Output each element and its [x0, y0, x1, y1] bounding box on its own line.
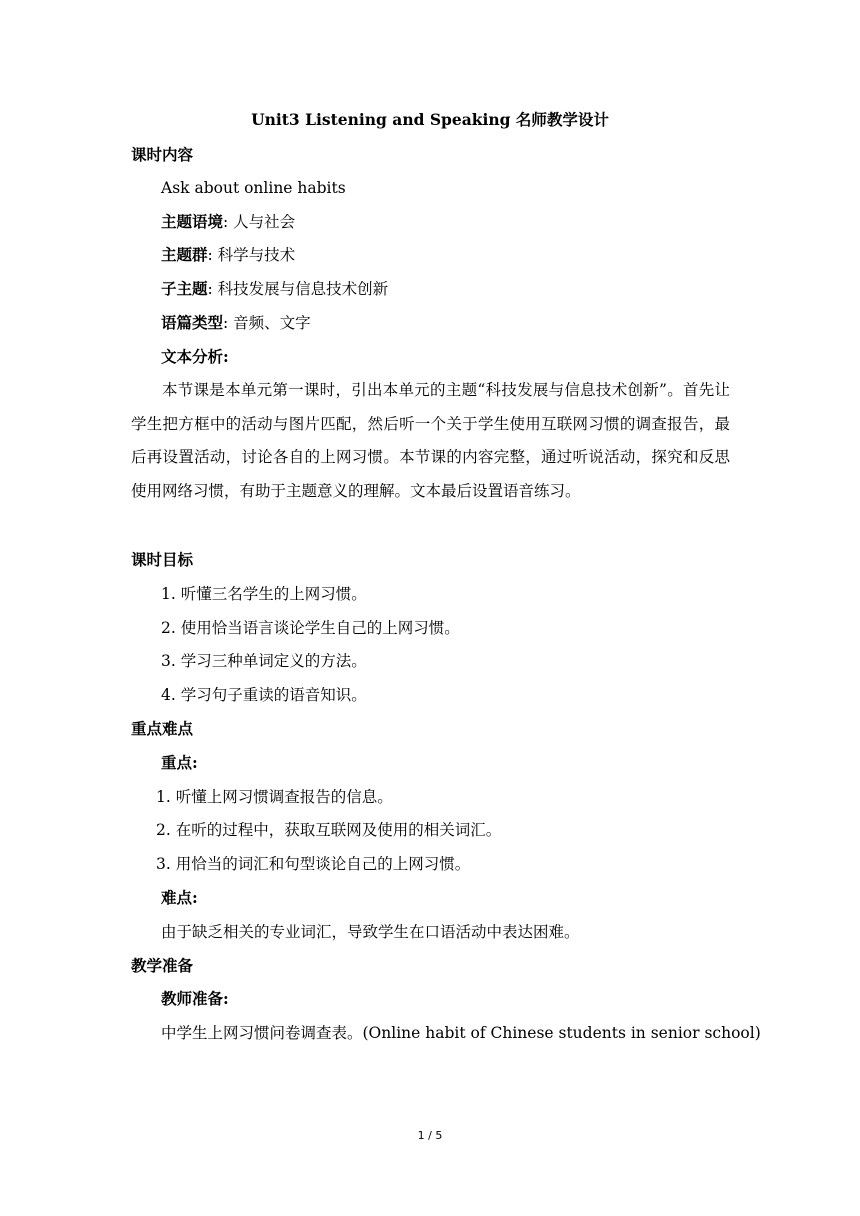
teacher-preparation-label: 教师准备:: [161, 989, 229, 1008]
theme-group-value: : 科学与技术: [207, 246, 296, 264]
subtheme-value: : 科技发展与信息技术创新: [207, 280, 389, 298]
text-type-label: 语篇类型: [161, 313, 224, 332]
section-heading-key-points: 重点难点: [131, 719, 194, 738]
key-points-label: 重点:: [161, 753, 198, 772]
subtheme-line: [161, 279, 388, 299]
theme-context-value: : 人与社会: [223, 213, 296, 231]
difficult-points-text: 由于缺乏相关的专业词汇，导致学生在口语活动中表达困难。: [161, 923, 580, 941]
text-analysis-label: 文本分析:: [161, 347, 229, 366]
theme-context-line: [161, 212, 295, 232]
section-heading-objectives: 课时目标: [131, 550, 194, 569]
difficult-points-label: 难点:: [161, 888, 198, 907]
theme-group-line: [161, 245, 295, 265]
objective-item: 1. 听懂三名学生的上网习惯。: [161, 585, 367, 603]
objective-item: 3. 学习三种单词定义的方法。: [161, 652, 367, 670]
objective-item: 4. 学习句子重读的语音知识。: [161, 686, 367, 704]
teacher-preparation-text: 中学生上网习惯问卷调查表。(Online habit of Chinese students in senior school): [161, 1024, 761, 1042]
text-analysis-paragraph: 本节课是本单元第一课时，引出本单元的主题“科技发展与信息技术创新”。首先让学生把方框中的活动与图片匹配，然后听一个关于学生使用互联网习惯的调查报告，最后再设置活动，讨论各自的上网习惯。本节课的内容完整，通过听说活动，探究和反思使用网络习惯，有助于主题意义的理解。文本最后设置语音练习。: [131, 381, 730, 500]
page-number: 1 / 5: [417, 1129, 443, 1142]
key-point-item: 2. 在听的过程中，获取互联网及使用的相关词汇。: [156, 821, 502, 839]
lesson-topic: Ask about online habits: [161, 179, 346, 197]
section-heading-preparation: 教学准备: [131, 956, 194, 975]
theme-group-label: 主题群: [161, 245, 208, 264]
key-point-item: 1. 听懂上网习惯调查报告的信息。: [156, 788, 393, 806]
theme-context-label: 主题语境: [161, 212, 224, 231]
key-point-item: 3. 用恰当的词汇和句型谈论自己的上网习惯。: [156, 855, 471, 873]
objective-item: 2. 使用恰当语言谈论学生自己的上网习惯。: [161, 619, 460, 637]
text-type-value: : 音频、文字: [223, 314, 311, 332]
document-title: Unit3 Listening and Speaking 名师教学设计: [251, 110, 609, 129]
section-heading-content: 课时内容: [131, 145, 194, 164]
text-type-line: [161, 313, 311, 333]
subtheme-label: 子主题: [161, 279, 208, 298]
